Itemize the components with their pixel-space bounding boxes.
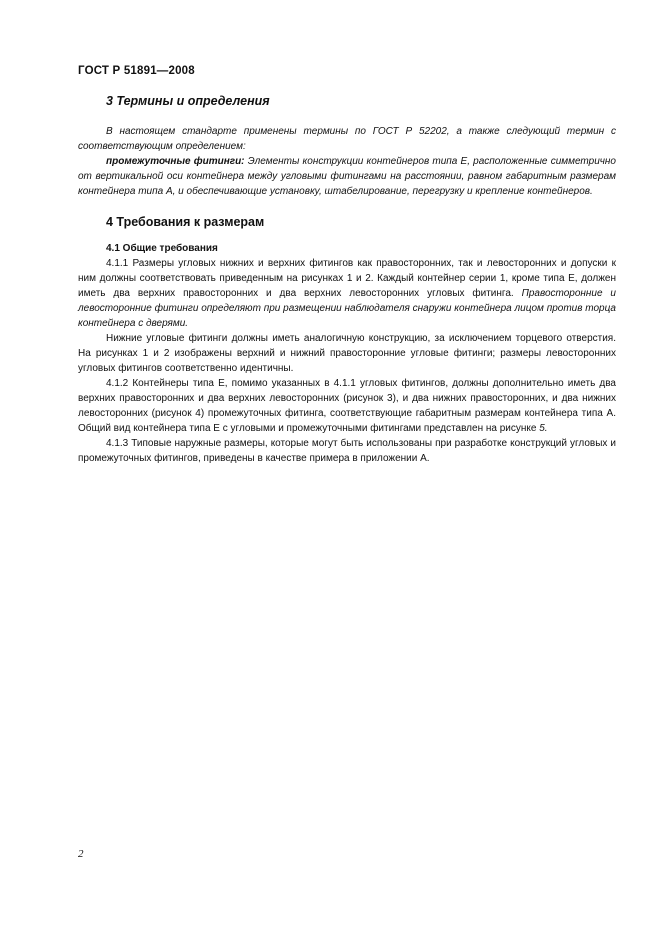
paragraph-4-1-1 xyxy=(78,256,616,331)
paragraph-4-1-2-figure-ref: 5. xyxy=(539,423,548,434)
page-content xyxy=(78,92,616,466)
paragraph-4-1-3: 4.1.3 Типовые наружные размеры, которые могут быть использованы при разработке конструкций угловых и промежуточных фитингов, приведены в качестве примера в приложении А. xyxy=(78,438,616,464)
paragraph-lower-fittings: Нижние угловые фитинги должны иметь аналогичную конструкцию, за исключением торцевого отверстия. На рисунках 1 и 2 изображены верхний и нижний правосторонние угловые фитинги; размеры левосторонних угловых фитингов соответственно идентичны. xyxy=(78,333,616,374)
page-number: 2 xyxy=(78,848,84,860)
paragraph-4-1-1-text: 4.1.1 Размеры угловых нижних и верхних фитингов как правосторонних, так и левосторонних и допуски к ним должны соответствовать приведенным на рисунках 1 и 2. Каждый контейнер серии 1, кроме типа Е, должен иметь два верхних правосторонних и два верхних левосторонних угловых фитинга. xyxy=(78,258,616,299)
section-3-title: 3 Термины и определения xyxy=(106,94,270,108)
term-definition xyxy=(78,154,616,199)
paragraph-4-1-1-italic: Правосторонние и левосторонние фитинги определяют при размещении наблюдателя снаружи контейнера лицом против торца контейнера с дверями. xyxy=(78,288,616,329)
subsection-4-1-title: 4.1 Общие требования xyxy=(106,243,218,254)
paragraph-4-1-2-text: 4.1.2 Контейнеры типа Е, помимо указанных в 4.1.1 угловых фитингов, должны дополнительно иметь два верхних правосторонних и два верхних левосторонних (рисунок 3), и два нижних правосторонних, и два нижних левосторонних (рисунок 4) промежуточных фитинга, соответствующие габаритным размерам контейнера типа А. Общий вид контейнера типа Е с угловыми и промежуточными фитингами представлен на рисунке xyxy=(78,378,616,434)
section-4-title: 4 Требования к размерам xyxy=(106,215,265,229)
document-code-header: ГОСТ Р 51891—2008 xyxy=(78,65,195,77)
term-name: промежуточные фитинги: xyxy=(106,156,245,167)
term-definition-text: Элементы конструкции контейнеров типа Е, расположенные симметрично от вертикальной оси контейнера между угловыми фитингами на расстоянии, равном габаритным размерам контейнера типа А, и обеспечивающие установку, штабелирование, перегрузку и крепление контейнеров. xyxy=(78,156,616,197)
paragraph-4-1-2 xyxy=(78,376,616,436)
section-3-intro: В настоящем стандарте применены термины по ГОСТ Р 52202, а также следующий термин с соответствующим определением: xyxy=(78,126,616,152)
